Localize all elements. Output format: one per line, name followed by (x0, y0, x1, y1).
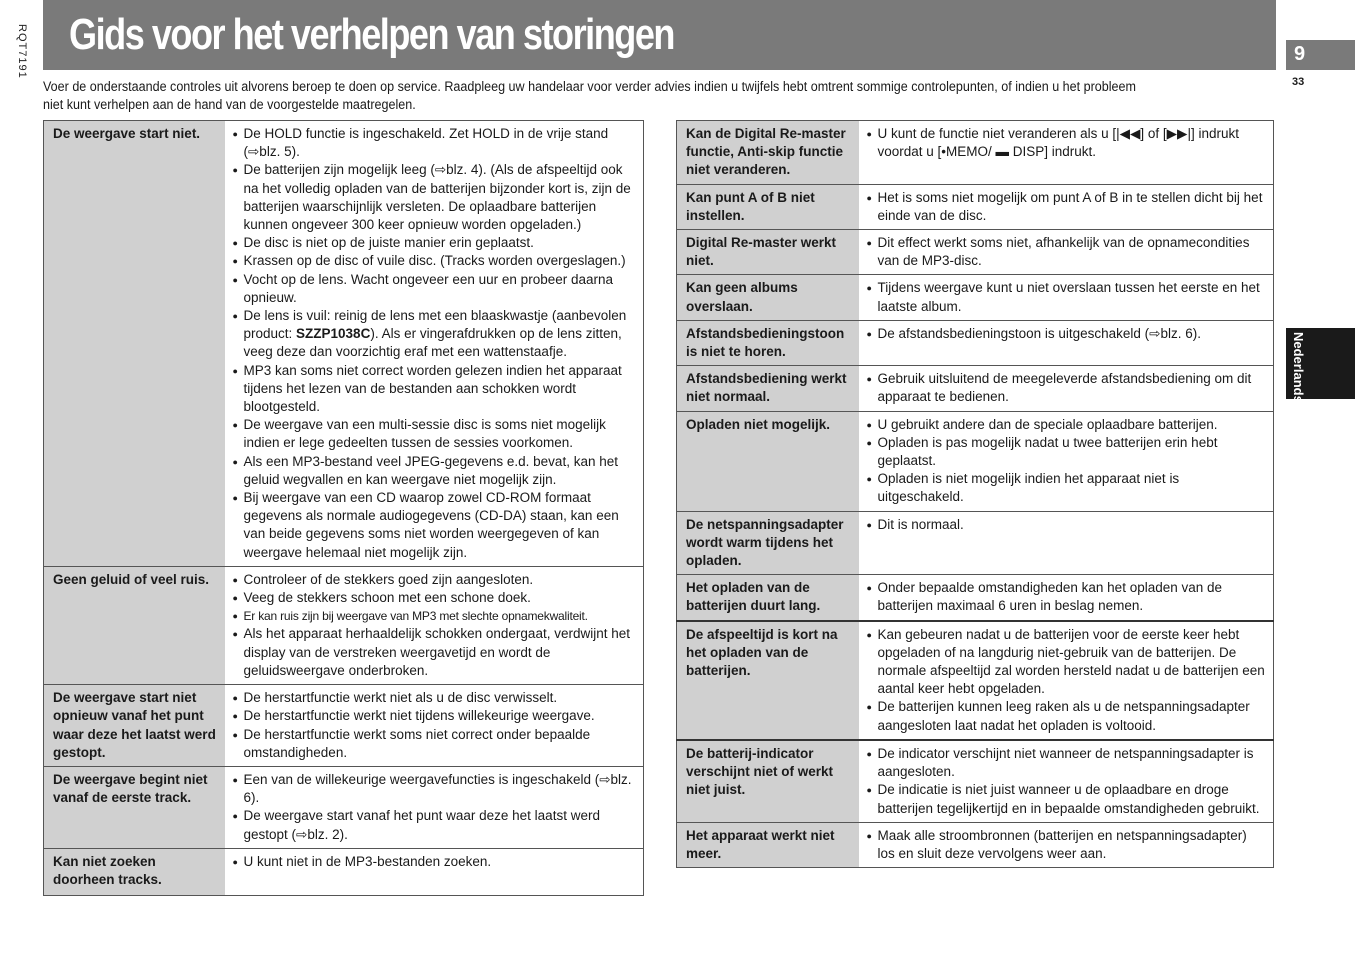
solution-item: ● De herstartfunctie werkt niet tijdens willekeurige weergave. (233, 707, 638, 725)
problem-cell: Kan geen albums overslaan. (677, 275, 859, 320)
solution-item: ● U kunt de functie niet veranderen als u [|◀◀] of [▶▶|] indrukt voordat u [•MEMO/ ▬ DISP] indrukt. (867, 125, 1268, 161)
title-bar (43, 0, 1276, 70)
chapter-tab: 9 (1286, 40, 1355, 70)
problem-cell: De netspanningsadapter wordt warm tijdens het opladen. (677, 511, 859, 575)
solution-item: ● Krassen op de disc of vuile disc. (Tracks worden overgeslagen.) (233, 252, 638, 270)
solution-item: ● De indicator verschijnt niet wanneer de netspanningsadapter is aangesloten. (867, 745, 1268, 781)
solution-cell (859, 366, 1274, 411)
solution-item: ● De weergave start vanaf het punt waar deze het laatst werd gestopt (⇨blz. 2). (233, 807, 638, 843)
solution-cell (859, 621, 1274, 740)
solution-item: ● De disc is niet op de juiste manier erin geplaatst. (233, 234, 638, 252)
table-row (677, 511, 1274, 575)
solution-item-lens (233, 307, 638, 362)
solution-item: ● Tijdens weergave kunt u niet overslaan tussen het eerste en het laatste album. (867, 279, 1268, 315)
solution-cell (859, 275, 1274, 320)
problem-cell: Kan punt A of B niet instellen. (677, 184, 859, 229)
table-row (677, 740, 1274, 822)
solution-item: ● De HOLD functie is ingeschakeld. Zet HOLD in de vrije stand (⇨blz. 5). (233, 125, 638, 161)
problem-cell: Het opladen van de batterijen duurt lang. (677, 575, 859, 621)
solution-item: ● Gebruik uitsluitend de meegeleverde afstandsbediening om dit apparaat te bedienen. (867, 370, 1268, 406)
table-row (677, 411, 1274, 511)
solution-item: ● De batterijen kunnen leeg raken als u de netspanningsadapter aangesloten laat nadat het opladen is voltooid. (867, 698, 1268, 734)
table-row (677, 275, 1274, 320)
solution-item: ● Een van de willekeurige weergavefuncties is ingeschakeld (⇨blz. 6). (233, 771, 638, 807)
solution-item: ● Als een MP3-bestand veel JPEG-gegevens e.d. bevat, kan het geluid wegvallen en kan weergave niet mogelijk zijn. (233, 453, 638, 489)
solution-item: ● MP3 kan soms niet correct worden gelezen indien het apparaat tijdens het lezen van de bestanden aan schokken wordt blootgesteld. (233, 362, 638, 417)
problem-cell: Kan de Digital Re-master functie, Anti-skip functie niet veranderen. (677, 121, 859, 185)
product-code: SZZP1038C (296, 326, 371, 342)
table-row (44, 121, 644, 567)
problem-cell: Afstandsbediening werkt niet normaal. (677, 366, 859, 411)
solution-item: ● Dit is normaal. (867, 516, 1268, 534)
problem-cell: Opladen niet mogelijk. (677, 411, 859, 511)
table-row (44, 566, 644, 684)
table-row (677, 230, 1274, 275)
language-tab (1286, 328, 1355, 403)
troubleshooting-table-right (676, 120, 1274, 868)
solution-item: ● De batterijen zijn mogelijk leeg (⇨blz. 4). (Als de afspeeltijd ook na het volledig opladen van de batterijen bijzonder kort is, zijn de batterijen waarschijnlijk versleten. De oplaadbare batterijen kunnen ongeveer 300 keer opnieuw worden opgeladen.) (233, 161, 638, 234)
solution-cell (859, 411, 1274, 511)
table-row (44, 766, 644, 848)
solution-cell (859, 121, 1274, 185)
solution-item: ● Het is soms niet mogelijk om punt A of B in te stellen dicht bij het einde van de disc. (867, 189, 1268, 225)
problem-cell: Digital Re-master werkt niet. (677, 230, 859, 275)
solution-item: ● De indicatie is niet juist wanneer u de oplaadbare en droge batterijen tegelijkertijd en in bepaalde omstandigheden gebruikt. (867, 781, 1268, 817)
table-row (677, 621, 1274, 740)
problem-cell: De afspeeltijd is kort na het opladen van de batterijen. (677, 621, 859, 740)
solution-cell (859, 184, 1274, 229)
troubleshooting-table-left (43, 120, 644, 896)
solution-cell (225, 566, 644, 684)
page-number: 33 (1292, 76, 1305, 88)
problem-cell: De batterij-indicator verschijnt niet of werkt niet juist. (677, 740, 859, 822)
solution-item: ● De herstartfunctie werkt niet als u de disc verwisselt. (233, 689, 638, 707)
solution-cell (859, 320, 1274, 365)
problem-cell: Kan niet zoeken doorheen tracks. (44, 848, 225, 895)
solution-item: ● Kan gebeuren nadat u de batterijen voor de eerste keer hebt opgeladen of na langdurig niet-gebruik van de batterijen. De normale afspeeltijd zal worden hersteld nadat u de batterijen een aantal keer hebt opgeladen. (867, 626, 1268, 699)
solution-item: ● Dit effect werkt soms niet, afhankelijk van de opnamecondities van de MP3-disc. (867, 234, 1268, 270)
solution-cell (225, 848, 644, 895)
table-row (677, 366, 1274, 411)
problem-cell: De weergave start niet opnieuw vanaf het punt waar deze het laatst werd gestopt. (44, 685, 225, 767)
problem-cell: Het apparaat werkt niet meer. (677, 822, 859, 867)
solution-item: ● Maak alle stroombronnen (batterijen en netspanningsadapter) los en sluit deze vervolgens weer aan. (867, 827, 1268, 863)
table-row (44, 685, 644, 767)
solution-item: ● Vocht op de lens. Wacht ongeveer een uur en probeer daarna opnieuw. (233, 271, 638, 307)
table-row (44, 848, 644, 895)
table-row (677, 121, 1274, 185)
table-row (677, 320, 1274, 365)
solution-item: ● Als het apparaat herhaaldelijk schokken ondergaat, verdwijnt het display van de verstreken weergavetijd en wordt de geluidsweergave onderbroken. (233, 625, 638, 680)
solution-item: ● De afstandsbedieningstoon is uitgeschakeld (⇨blz. 6). (867, 325, 1268, 343)
solution-item: ● Onder bepaalde omstandigheden kan het opladen van de batterijen maximaal 6 uren in beslag nemen. (867, 579, 1268, 615)
solution-cell (859, 740, 1274, 822)
solution-item: ● De herstartfunctie werkt soms niet correct onder bepaalde omstandigheden. (233, 726, 638, 762)
problem-cell: Geen geluid of veel ruis. (44, 566, 225, 684)
solution-item: ● Er kan ruis zijn bij weergave van MP3 met slechte opnamekwaliteit. (233, 607, 638, 625)
table-row (677, 822, 1274, 867)
table-row (677, 575, 1274, 621)
solution-cell (859, 230, 1274, 275)
solution-item: ● Opladen is pas mogelijk nadat u twee batterijen erin hebt geplaatst. (867, 434, 1268, 470)
solution-cell (859, 822, 1274, 867)
language-label: Nederlands (1291, 332, 1306, 403)
solution-item: ● Bij weergave van een CD waarop zowel CD-ROM formaat gegevens als normale audiogegevens (CD-DA) staan, kan een van beide gegevens soms niet worden weergegeven of kan weergave helemaal niet mogelijk zijn. (233, 489, 638, 562)
table-row (677, 184, 1274, 229)
problem-cell: Afstandsbedieningstoon is niet te horen. (677, 320, 859, 365)
solution-cell (859, 575, 1274, 621)
page-title: Gids voor het verhelpen van storingen (69, 10, 675, 59)
problem-cell: De weergave begint niet vanaf de eerste track. (44, 766, 225, 848)
solution-cell (225, 685, 644, 767)
intro-text: Voer de onderstaande controles uit alvorens beroep te doen op service. Raadpleeg uw handelaar voor verder advies indien u twijfels hebt omtrent sommige controlepunten, of indien u het probleem niet kunt verhelpen aan de hand van de voorgestelde maatregelen. (43, 79, 1136, 112)
solution-item: ● U gebruikt andere dan de speciale oplaadbare batterijen. (867, 416, 1268, 434)
problem-cell: De weergave start niet. (44, 121, 225, 567)
solution-cell (225, 766, 644, 848)
solution-item: ● Opladen is niet mogelijk indien het apparaat niet is uitgeschakeld. (867, 470, 1268, 506)
solution-item: ● Controleer of de stekkers goed zijn aangesloten. (233, 571, 638, 589)
solution-item: ● U kunt niet in de MP3-bestanden zoeken. (233, 853, 638, 871)
solution-item: ● Veeg de stekkers schoon met een schone doek. (233, 589, 638, 607)
solution-item: ● De weergave van een multi-sessie disc is soms niet mogelijk indien er lege gedeelten tussen de sessies voorkomen. (233, 416, 638, 452)
document-code: RQT7191 (16, 24, 28, 79)
lens-text-post: ). Als er vingerafdrukken op de lens zitten, veeg deze dan voorzichtig eraf met een wattenstaafje. (243, 326, 622, 360)
solution-cell (859, 511, 1274, 575)
lens-text-pre: De lens is vuil: reinig de lens met een blaaskwastje (aanbevolen product: (243, 308, 627, 342)
solution-cell (225, 121, 644, 567)
